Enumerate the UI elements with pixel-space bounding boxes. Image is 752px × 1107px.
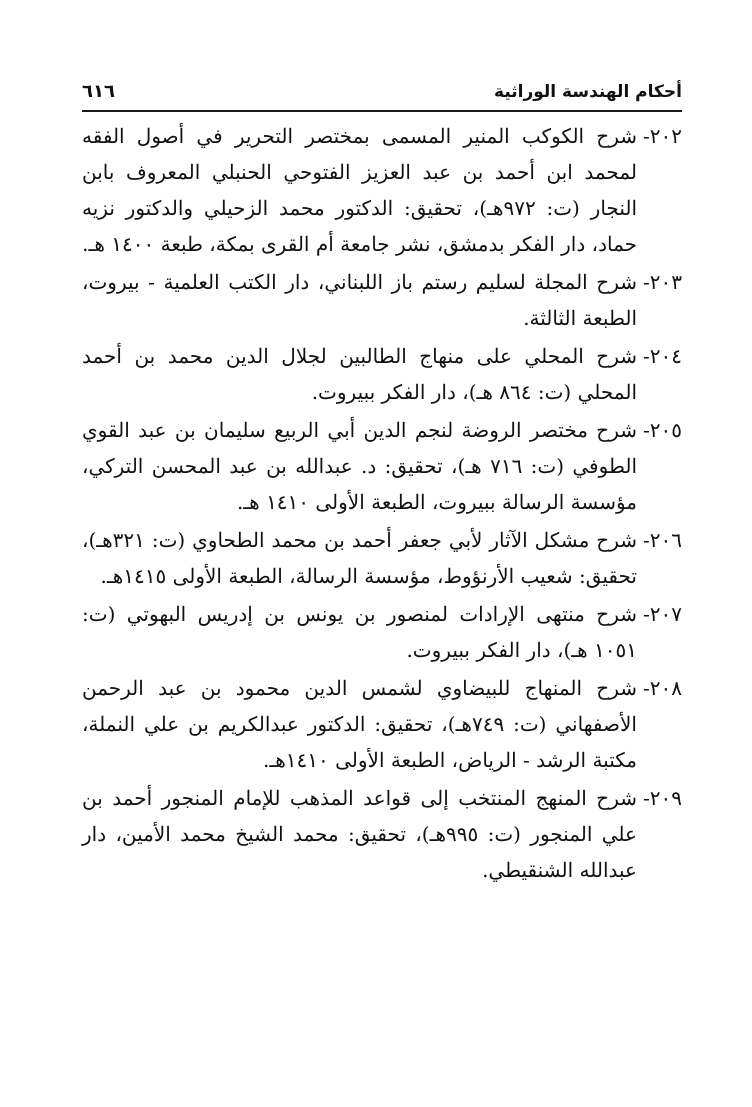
running-title: أحكام الهندسة الوراثية [494,82,682,102]
entry-number: ٢٠٥- [643,418,682,442]
entry-text: شرح منتهى الإرادات لمنصور بن يونس بن إدريس البهوتي (ت: ١٠٥١ هـ)، دار الفكر ببيروت. [82,602,637,662]
entry-text: شرح الكوكب المنير المسمى بمختصر التحرير في أصول الفقه لمحمد ابن أحمد بن عبد العزيز الفتوحي الحنبلي المعروف بابن النجار (ت: ٩٧٢هـ)، تحقيق: الدكتور محمد الزحيلي والدكتور نزيه حماد، دار الفكر بدمشق، نشر جامعة أم القرى بمكة، طبعة ١٤٠٠ هـ. [82,124,638,256]
entry-number: ٢٠٩- [643,786,682,810]
entry-text: شرح المنهاج للبيضاوي لشمس الدين محمود بن عبد الرحمن الأصفهاني (ت: ٧٤٩هـ)، تحقيق: الدكتور عبدالكريم بن علي النملة، مكتبة الرشد - الرياض، الطبعة الأولى ١٤١٠هـ. [82,676,637,772]
page-number: ٦١٦ [82,81,115,102]
bibliography-entry [82,264,682,336]
bibliography-entry [82,670,682,778]
bibliography-list [82,118,682,890]
page-header [82,70,682,102]
entry-number: ٢٠٣- [643,270,682,294]
header-divider [82,110,682,112]
bibliography-entry [82,412,682,520]
bibliography-entry [82,596,682,668]
entry-number: ٢٠٨- [643,676,682,700]
entry-text: شرح المنهج المنتخب إلى قواعد المذهب للإمام المنجور أحمد بن علي المنجور (ت: ٩٩٥هـ)، تحقيق: محمد الشيخ محمد الأمين، دار عبدالله الشنقيطي. [82,786,637,882]
bibliography-entry [82,338,682,410]
entry-number: ٢٠٦- [643,528,682,552]
entry-number: ٢٠٧- [643,602,682,626]
entry-text: شرح مختصر الروضة لنجم الدين أبي الربيع سليمان بن عبد القوي الطوفي (ت: ٧١٦ هـ)، تحقيق: د. عبدالله بن عبد المحسن التركي، مؤسسة الرسالة ببيروت، الطبعة الأولى ١٤١٠ هـ. [82,418,638,514]
bibliography-entry [82,780,682,888]
entry-number: ٢٠٢- [643,124,682,148]
entry-text: شرح مشكل الآثار لأبي جعفر أحمد بن محمد الطحاوي (ت: ٣٢١هـ)، تحقيق: شعيب الأرنؤوط، مؤسسة الرسالة، الطبعة الأولى ١٤١٥هـ. [82,528,637,588]
bibliography-entry [82,522,682,594]
entry-text: شرح المحلي على منهاج الطالبين لجلال الدين محمد بن أحمد المحلي (ت: ٨٦٤ هـ)، دار الفكر ببيروت. [82,344,637,404]
entry-text: شرح المجلة لسليم رستم باز اللبناني، دار الكتب العلمية - بيروت، الطبعة الثالثة. [82,270,637,330]
bibliography-entry [82,118,682,262]
entry-number: ٢٠٤- [643,344,682,368]
